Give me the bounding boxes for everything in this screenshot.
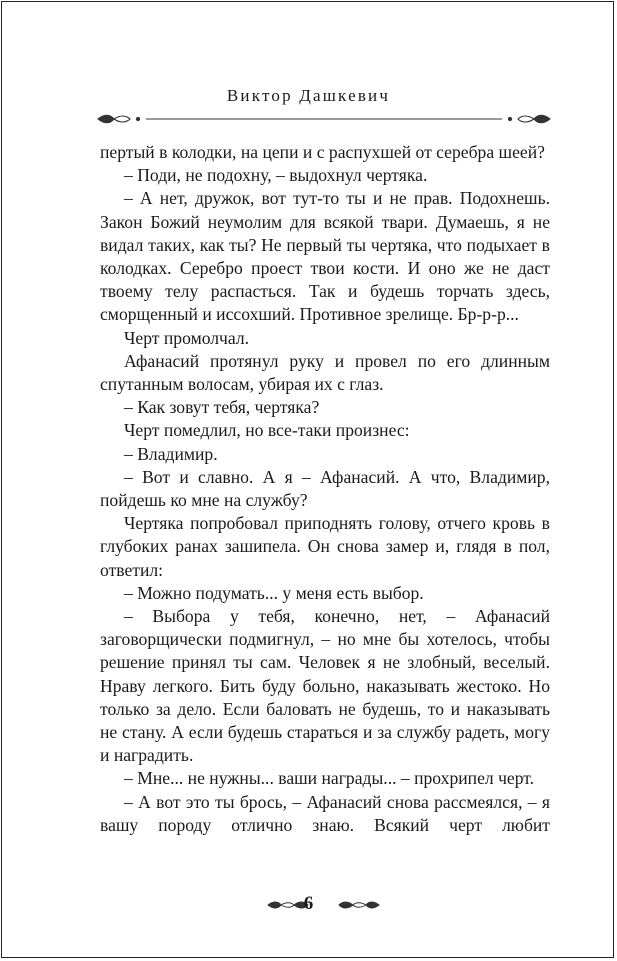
paragraph: Черт промолчал.	[124, 327, 250, 348]
paragraph: – Как зовут тебя, чертяка?	[124, 397, 320, 418]
paragraph: – А вот это ты брось, – Афанасий снова рассмеялся, – я вашу породу отлично знаю. Всякий черт любит	[100, 791, 550, 835]
paragraph: пертый в колодки, на цепи и с распухшей от серебра шеей?	[100, 142, 545, 162]
paragraph: – Вот и славно. А я – Афанасий. А что, Владимир, пойдешь ко мне на службу?	[100, 466, 550, 511]
paragraph: – Мне... не нужны... ваши награды... – прохрипел черт.	[124, 768, 535, 789]
paragraph: Черт помедлил, но все-таки произнес:	[124, 420, 410, 441]
header-ornament-icon	[96, 112, 552, 126]
page-number: 6	[303, 893, 314, 914]
paragraph: Чертяка попробовал приподнять голову, отчего кровь в глубоких ранах зашипела. Он снова замер и, глядя в пол, ответил:	[100, 513, 550, 580]
paragraph: – Владимир.	[124, 443, 218, 464]
paragraph: – Можно подумать... у меня есть выбор.	[124, 582, 424, 603]
running-title: Виктор Дашкевич	[226, 86, 391, 105]
paragraph: – Выбора у тебя, конечно, нет, – Афанасий заговорщически подмигнул, – но мне бы хотелось, чтобы решение принял ты сам. Человек я не злобный, веселый. Нраву легкого. Бить буду больно, наказывать жестоко. Но только за дело. Если баловать не будешь, то и наказывать не стану. А если будешь стараться и за службу радеть, могу и наградить.	[100, 606, 550, 766]
paragraph: – А нет, дружок, вот тут-то ты и не прав. Подохнешь. Закон Божий неумолим для всякой твари. Думаешь, я не видал таких, как ты? Не первый ты чертяка, что подыхает в колодках. Серебро проест твои кости. И оно же не даст твоему телу распасться. Так и будешь торчать здесь, сморщенный и иссохший. Противное зрелище. Бр-р-р...	[100, 188, 550, 325]
footer-ornament-right-icon	[337, 899, 381, 911]
page-footer	[0, 893, 617, 917]
body-text	[100, 141, 550, 837]
paragraph: – Поди, не подохну, – выдохнул чертяка.	[124, 165, 428, 186]
paragraph: Афанасий протянул руку и провел по его длинным спутанным волосам, убирая их с глаз.	[100, 350, 550, 395]
